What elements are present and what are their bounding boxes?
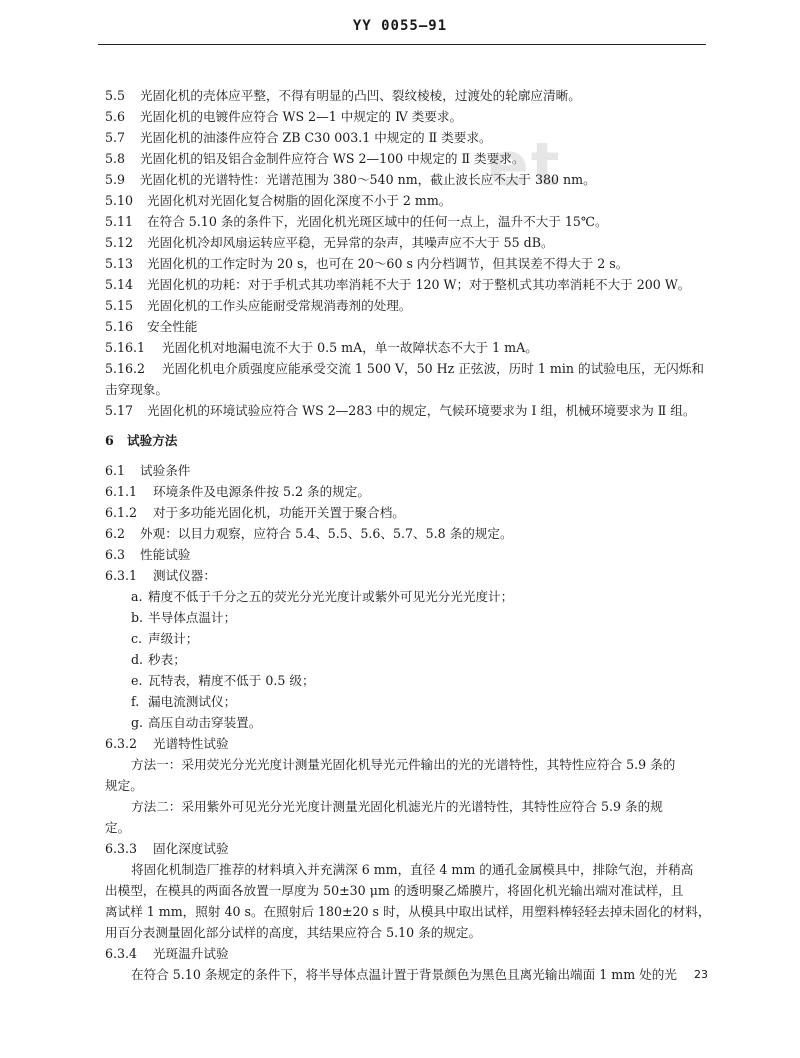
clause-text: 半导体点温计； [148, 610, 237, 625]
clause-number: 5.16.1 [105, 340, 146, 355]
clause-number: 5.9 [105, 172, 126, 187]
clause-text: 定。 [105, 820, 131, 835]
clause-text: 光谱特性试验 [153, 736, 229, 751]
clause-number: b. [131, 610, 144, 625]
clause-number: 6.1.2 [105, 505, 138, 520]
clause-text: 将固化机制造厂推荐的材料填入并充满深 6 mm，直径 4 mm 的通孔金属模具中，排除气泡，并稍高 [131, 862, 694, 877]
clause-text: 光固化机对光固化复合树脂的固化深度不小于 2 mm。 [147, 193, 452, 208]
clause-number: 5.16.2 [105, 361, 146, 376]
clause-text: 瓦特表，精度不低于 0.5 级； [148, 673, 315, 688]
clause-text: 光固化机的光谱特性：光谱范围为 380～540 nm，截止波长应不大于 380 nm。 [140, 172, 596, 187]
clause-text: 秒表； [148, 652, 186, 667]
clause-number: 5.8 [105, 151, 126, 166]
header-rule [98, 44, 706, 45]
clause-number: f. [131, 694, 140, 709]
clause-text: 声级计； [148, 631, 199, 646]
clause-number: 5.5 [105, 88, 126, 103]
clause-number: 5.16 [105, 319, 134, 334]
clause-number: 5.14 [105, 277, 134, 292]
clause-text: 光固化机的工作定时为 20 s，也可在 20～60 s 内分档调节，但其误差不得大于 2 s。 [147, 256, 629, 271]
clause-text: 高压自动击穿装置。 [148, 715, 262, 730]
clause-text: 精度不低于千分之五的荧光分光光度计或紫外可见光分光光度计； [148, 589, 514, 604]
clause-text: 光固化机冷却风扇运转应平稳，无异常的杂声，其噪声应不大于 55 dB。 [147, 235, 554, 250]
clause-text: 在符合 5.10 条的条件下，光固化机光斑区域中的任何一点上，温升不大于 15℃。 [147, 214, 608, 229]
watermark: et [488, 130, 562, 200]
clause-text: 安全性能 [147, 319, 198, 334]
clause-number: 5.6 [105, 109, 126, 124]
clause-number: a. [131, 589, 143, 604]
clause-number: 5.10 [105, 193, 134, 208]
clause-text: 光固化机的电镀件应符合 WS 2—1 中规定的 Ⅳ 类要求。 [140, 109, 463, 124]
standard-code-header: YY 0055—91 [352, 18, 448, 34]
clause-number: e. [131, 673, 143, 688]
clause-text: 方法一：采用荧光分光光度计测量光固化机导光元件输出的光的光谱特性，其特性应符合 5.9 条的 [131, 757, 676, 772]
clause-text: 用百分表测量固化部分试样的高度，其结果应符合 5.10 条的规定。 [105, 925, 482, 940]
clause-text: 环境条件及电源条件按 5.2 条的规定。 [153, 484, 370, 499]
clause-number: 6.1.1 [105, 484, 138, 499]
clause-text: 光固化机的油漆件应符合 ZB C30 003.1 中规定的 Ⅱ 类要求。 [140, 130, 492, 145]
clause-text: 测试仪器： [153, 568, 216, 583]
clause-text: 离试样 1 mm，照射 40 s。在照射后 180±20 s 时，从模具中取出试样，用塑料棒轻轻去掉未固化的材料， [105, 904, 711, 919]
clause-number: 6.3.1 [105, 568, 138, 583]
clause-number: 6 [105, 433, 114, 448]
clause-text: 性能试验 [140, 547, 191, 562]
clause-text: 外观：以目力观察，应符合 5.4、5.5、5.6、5.7、5.8 条的规定。 [140, 526, 513, 541]
page-number: 23 [694, 968, 708, 981]
clause-text: 光固化机的功耗：对于手机式其功率消耗不大于 120 W；对于整机式其功率消耗不大于 200 W。 [147, 277, 691, 292]
clause-number: 5.17 [105, 403, 134, 418]
clause-text: 光固化机的工作头应能耐受常规消毒剂的处理。 [147, 298, 412, 313]
clause-text: 规定。 [105, 778, 143, 793]
clause-text: 方法二：采用紫外可见光分光光度计测量光固化机滤光片的光谱特性，其特性应符合 5.9 条的规 [131, 799, 663, 814]
clause-text: 试验方法 [127, 433, 178, 448]
clause-text: 出模型，在模具的两面各放置一厚度为 50±30 μm 的透明聚乙烯膜片，将固化机光输出端对准试样，且 [105, 883, 684, 898]
clause-text: 漏电流测试仪； [148, 694, 237, 709]
clause-text: 固化深度试验 [153, 841, 229, 856]
clause-text: 光固化机的环境试验应符合 WS 2—283 中的规定，气候环境要求为 Ⅰ 组，机械环境要求为 Ⅱ 组。 [147, 403, 696, 418]
clause-number: 5.11 [105, 214, 134, 229]
clause-number: 6.3.2 [105, 736, 138, 751]
clause-text: 光斑温升试验 [153, 946, 229, 961]
clause-number: 6.3.4 [105, 946, 138, 961]
clause-number: 5.15 [105, 298, 134, 313]
clause-text: 光固化机的铝及铝合金制件应符合 WS 2—100 中规定的 Ⅱ 类要求。 [140, 151, 525, 166]
clause-text: 击穿现象。 [105, 382, 168, 397]
clause-text: 在符合 5.10 条规定的条件下，将半导体点温计置于背景颜色为黑色且离光输出端面 1 mm 处的光 [131, 967, 677, 982]
clause-number: 5.7 [105, 130, 126, 145]
clause-number: c. [131, 631, 143, 646]
clause-number: 5.13 [105, 256, 134, 271]
clause-number: 6.2 [105, 526, 126, 541]
clause-text: 试验条件 [140, 463, 191, 478]
clause-text: 光固化机的壳体应平整，不得有明显的凸凹、裂纹棱棱，过渡处的轮廓应清晰。 [140, 88, 581, 103]
clause-number: g. [131, 715, 144, 730]
clause-number: d. [131, 652, 144, 667]
clause-text: 光固化机电介质强度应能承受交流 1 500 V，50 Hz 正弦波，历时 1 min 的试验电压，无闪烁和 [162, 361, 704, 376]
clause-text: 对于多功能光固化机，功能开关置于聚合档。 [153, 505, 405, 520]
clause-number: 6.3 [105, 547, 126, 562]
clause-number: 5.12 [105, 235, 134, 250]
clause-text: 光固化机对地漏电流不大于 0.5 mA，单一故障状态不大于 1 mA。 [162, 340, 538, 355]
clause-number: 6.3.3 [105, 841, 138, 856]
clause-number: 6.1 [105, 463, 126, 478]
